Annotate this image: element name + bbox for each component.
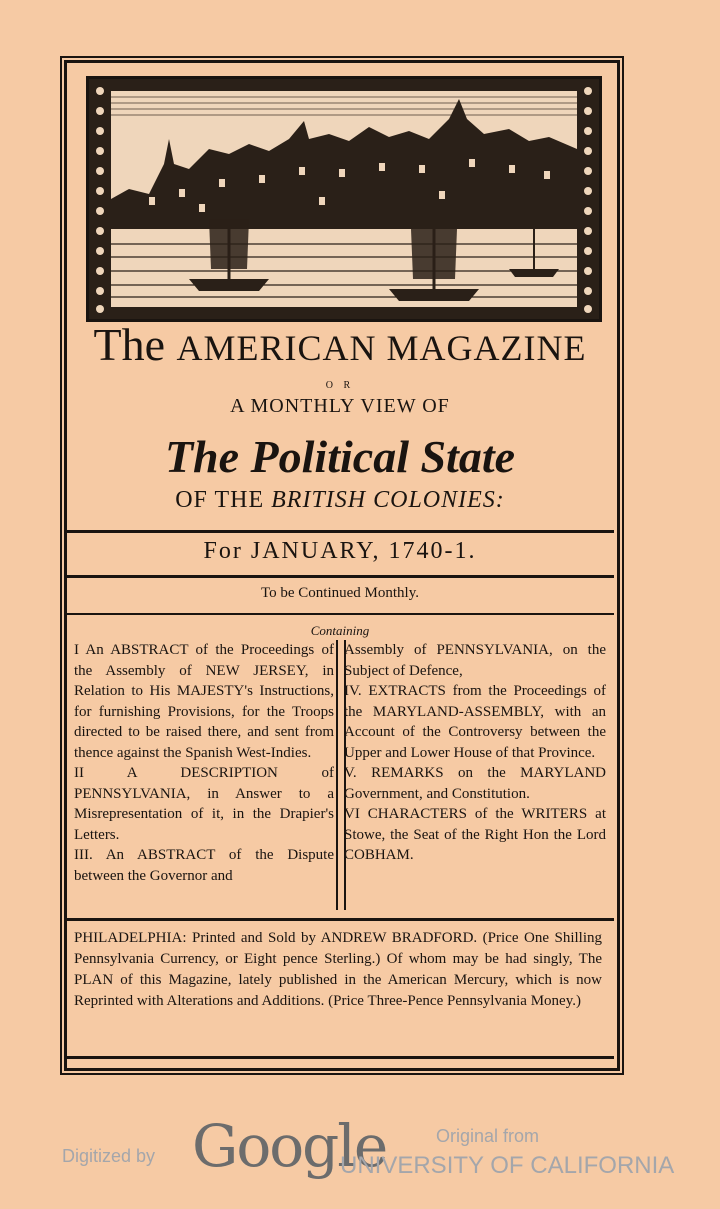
contents-heading: Containing: [310, 623, 370, 638]
colonies-name: BRITISH COLONIES:: [271, 487, 505, 513]
contents-item: III. An ABSTRACT of the Dispute between the Governor and: [74, 847, 334, 884]
contents-right-column: [344, 640, 606, 866]
rule-end: [66, 1056, 614, 1059]
digitization-footer: [0, 1112, 720, 1180]
digitized-by-label: Digitized by: [62, 1146, 156, 1166]
political-state: The Political State: [164, 431, 516, 482]
colonies-prefix: OF THE: [175, 487, 265, 513]
google-logo: Google: [192, 1112, 387, 1180]
contents-item: VI CHARACTERS of the WRITERS at Stowe, the Seat of the Right Hon the Lord COBHAM.: [344, 806, 606, 863]
contents-item: II A DESCRIPTION of PENNSYLVANIA, in Answer to a Misrepresentation of it, in the Drapier's Letters.: [74, 765, 334, 843]
subtitle: A MONTHLY VIEW OF: [230, 395, 450, 417]
issue-date: For JANUARY, 1740-1.: [203, 538, 477, 564]
title-name: AMERICAN MAGAZINE: [176, 328, 587, 368]
title-the: The: [93, 319, 166, 370]
rule-bottom: [66, 613, 614, 615]
imprint: PHILADELPHIA: Printed and Sold by ANDREW BRADFORD. (Price One Shilling Pennsylvania Currency, or Eight pence Sterling.) Of whom may be had singly, The PLAN of this Magazine, lately published in the American Mercury, which is now Reprinted with Alterations and Additions. (Price Three-Pence Pennsylvania Money.): [74, 930, 602, 1009]
original-from-label: Original from: [436, 1126, 540, 1146]
colonies-line: [70, 487, 610, 514]
rule-mid: [66, 575, 614, 578]
contents-item: I An ABSTRACT of the Proceedings of the Assembly of NEW JERSEY, in Relation to His MAJESTY's Instructions, for furnishing Provisions, for the Troops directed to be raised there, and sent from thence against the Spanish West-Indies.: [74, 642, 334, 761]
contents-left-column: [74, 640, 334, 886]
harbor-engraving: [86, 76, 602, 322]
rule-imprint: [66, 918, 614, 921]
contents-item: V. REMARKS on the MARYLAND Government, and Constitution.: [344, 765, 606, 802]
contents-item: Assembly of PENNSYLVANIA, on the Subject of Defence,: [344, 642, 606, 679]
magazine-title: [70, 318, 610, 371]
continued-monthly: To be Continued Monthly.: [261, 585, 419, 601]
or-word: O R: [325, 380, 355, 391]
contents-item: IV. EXTRACTS from the Proceedings of the MARYLAND-ASSEMBLY, with an Account of the Controversy between the Upper and Lower House of that Province.: [344, 683, 606, 761]
rule-top: [66, 530, 614, 533]
university-label: UNIVERSITY OF CALIFORNIA: [340, 1152, 675, 1179]
